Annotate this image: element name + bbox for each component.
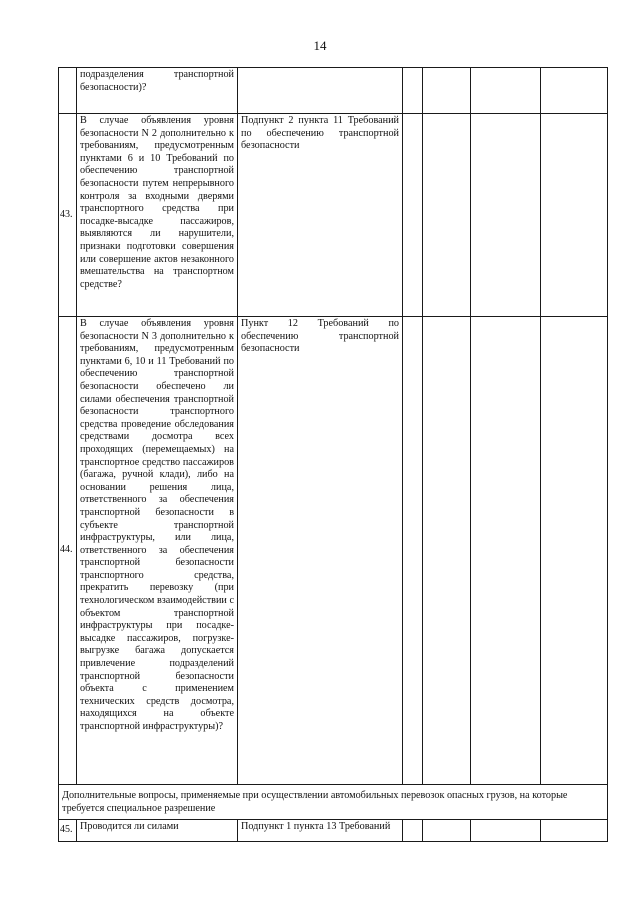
row-number: 45. (59, 820, 77, 842)
row-number (59, 68, 77, 114)
table-row (59, 68, 608, 114)
section-header-row (59, 785, 608, 820)
reference-cell: Подпункт 1 пункта 13 Требований (238, 820, 403, 842)
question-cell: В случае объявления уровня безопасности N 2 дополнительно к требованиям, предусмотренным пунктами 6 и 10 Требований по обеспечению транспортной безопасности путем непрерывного контроля за входными дверями транспортного средства при посадке-высадке пассажиров, выявляются ли нарушители, признаки подготовки совершения или совершение актов незаконного вмешательства на транспортном средстве? (77, 114, 238, 317)
reference-cell (238, 68, 403, 114)
row-number: 44. (59, 317, 77, 785)
answer-cell-no[interactable] (423, 820, 471, 842)
section-heading: Дополнительные вопросы, применяемые при осуществлении автомобильных перевозок опасных грузов, на которые требуется специальное разрешение (59, 785, 608, 820)
row-number: 43. (59, 114, 77, 317)
reference-cell: Подпункт 2 пункта 11 Требований по обеспечению транспортной безопасности (238, 114, 403, 317)
answer-cell-na[interactable] (471, 820, 541, 842)
page-number: 14 (313, 38, 327, 53)
table-row (59, 820, 608, 842)
question-cell: подразделения транспортной безопасности)? (77, 68, 238, 114)
answer-cell-no[interactable] (423, 317, 471, 785)
table-row (59, 114, 608, 317)
checklist-table (58, 67, 608, 842)
question-cell: Проводится ли силами (77, 820, 238, 842)
answer-cell-yes[interactable] (403, 317, 423, 785)
comment-cell[interactable] (541, 820, 608, 842)
answer-cell-na[interactable] (471, 317, 541, 785)
answer-cell-no[interactable] (423, 68, 471, 114)
comment-cell[interactable] (541, 114, 608, 317)
answer-cell-yes[interactable] (403, 820, 423, 842)
answer-cell-yes[interactable] (403, 68, 423, 114)
answer-cell-yes[interactable] (403, 114, 423, 317)
answer-cell-no[interactable] (423, 114, 471, 317)
comment-cell[interactable] (541, 317, 608, 785)
table-row (59, 317, 608, 785)
comment-cell[interactable] (541, 68, 608, 114)
answer-cell-na[interactable] (471, 68, 541, 114)
answer-cell-na[interactable] (471, 114, 541, 317)
reference-cell: Пункт 12 Требований по обеспечению транспортной безопасности (238, 317, 403, 785)
question-cell: В случае объявления уровня безопасности N 3 дополнительно к требованиям, предусмотренным пунктами 6, 10 и 11 Требований по обеспечению транспортной безопасности обеспечено ли силами обеспечения транспортной безопасности транспортного средства проведение обследования средствами досмотра всех проходящих (перемещаемых) на транспортное средство пассажиров (багажа, ручной клади), либо на основании решения лица, ответственного за обеспечения транспортной безопасности в субъекте транспортной инфраструктуры, или лица, ответственного за обеспечения транспортной безопасности транспортного средства, прекратить перевозку (при технологическом взаимодействии с объектом транспортной инфраструктуры при посадке-высадке пассажиров, погрузке-выгрузке багажа допускается привлечение подразделений транспортной безопасности объекта с применением технических средств досмотра, находящихся на объекте транспортной инфраструктуры)? (77, 317, 238, 785)
